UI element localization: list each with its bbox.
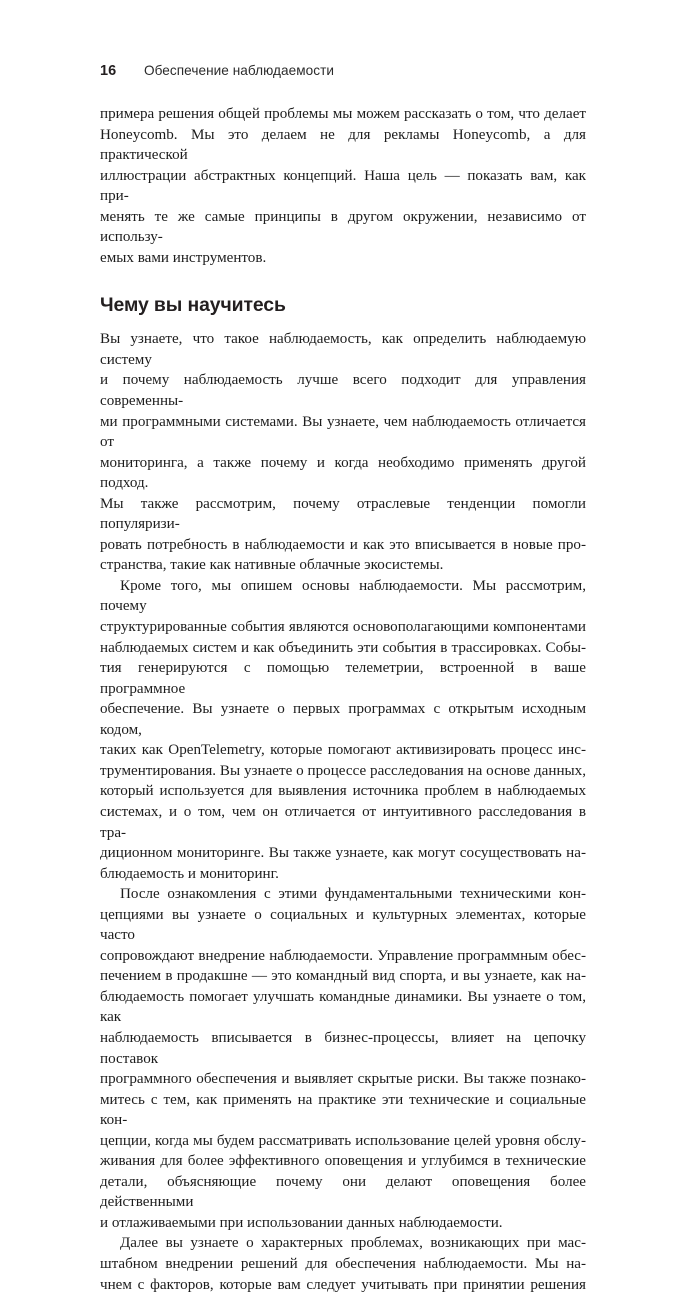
text-column xyxy=(100,104,586,1295)
text-line: сопровождают внедрение наблюдаемости. Управление программным обес- xyxy=(100,947,586,964)
text-line: штабном внедрении решений для обеспечения наблюдаемости. Мы на- xyxy=(100,1255,586,1272)
paragraph-2 xyxy=(100,576,586,884)
text-line: Мы также рассмотрим, почему отраслевые тенденции помогли популяризи- xyxy=(100,495,586,533)
text-line: системах, и о том, чем он отличается от интуитивного расследования в тра- xyxy=(100,803,586,841)
paragraph-4 xyxy=(100,1233,586,1295)
text-line: странства, такие как нативные облачные экосистемы. xyxy=(100,557,444,574)
text-line: емых вами инструментов. xyxy=(100,249,267,266)
text-line: После ознакомления с этими фундаментальными техническими кон- xyxy=(120,886,586,903)
running-head xyxy=(100,63,586,85)
text-line: обеспечение. Вы узнаете о первых программах с открытым исходным кодом, xyxy=(100,701,586,738)
text-line: и почему наблюдаемость лучше всего подходит для управления современны- xyxy=(100,372,586,410)
text-line: блюдаемость помогает улучшать командные динамики. Вы узнаете о том, как xyxy=(100,988,586,1026)
page-number: 16 xyxy=(100,63,117,79)
text-line: Вы узнаете, что такое наблюдаемость, как определить наблюдаемую систему xyxy=(100,331,586,368)
text-line: ми программными системами. Вы узнаете, чем наблюдаемость отличается от xyxy=(100,413,586,451)
text-line: примера решения общей проблемы мы можем рассказать о том, что делает xyxy=(100,106,586,122)
text-line: тия генерируются с помощью телеметрии, встроенной в ваше программное xyxy=(100,660,586,697)
text-line: цепциями вы узнаете о социальных и культурных элементах, которые часто xyxy=(100,906,586,944)
text-line: который используется для выявления источника проблем в наблюдаемых xyxy=(100,783,586,800)
text-line: печением в продакшне — это командный вид спорта, и вы узнаете, как на- xyxy=(100,968,586,985)
text-line: трументирования. Вы узнаете о процессе расследования на основе данных, xyxy=(100,762,586,779)
text-line: Далее вы узнаете о характерных проблемах, возникающих при мас- xyxy=(120,1235,586,1252)
text-line: цепции, когда мы будем рассматривать использование целей уровня обслу- xyxy=(100,1132,586,1149)
text-line: детали, объясняющие почему они делают оповещения более действенными xyxy=(100,1173,586,1211)
text-line: программного обеспечения и выявляет скрытые риски. Вы также познако- xyxy=(100,1071,586,1088)
text-line: ровать потребность в наблюдаемости и как это вписывается в новые про- xyxy=(100,536,586,553)
text-line: наблюдаемых систем и как объединить эти события в трассировках. Собы- xyxy=(100,639,586,656)
text-line: мониторинга, а также почему и когда необходимо применять другой подход. xyxy=(100,454,586,492)
text-line: чнем с факторов, которые вам следует учитывать при принятии решения xyxy=(100,1276,586,1293)
text-line: Honeycomb. Мы это делаем не для рекламы Honeycomb, а для практической xyxy=(100,126,586,164)
text-line: наблюдаемость вписывается в бизнес-процессы, влияет на цепочку поставок xyxy=(100,1029,586,1067)
text-line: и отлаживаемыми при использовании данных наблюдаемости. xyxy=(100,1214,503,1231)
paragraph-1 xyxy=(100,329,586,576)
text-line: Кроме того, мы опишем основы наблюдаемости. Мы рассмотрим, почему xyxy=(100,577,586,615)
text-line: структурированные события являются основополагающими компонентами xyxy=(100,619,586,636)
running-title: Обеспечение наблюдаемости xyxy=(144,63,335,78)
section-heading: Чему вы научитесь xyxy=(100,294,286,317)
text-line: менять те же самые принципы в другом окружении, независимо от использу- xyxy=(100,208,586,246)
paragraph-3 xyxy=(100,884,586,1233)
paragraph-continuation xyxy=(100,104,586,268)
text-line: живания для более эффективного оповещения и углубимся в технические xyxy=(100,1153,586,1170)
text-line: митесь с тем, как применять на практике эти технические и социальные кон- xyxy=(100,1091,586,1129)
text-line: таких как OpenTelemetry, которые помогают активизировать процесс инс- xyxy=(100,742,586,759)
text-line: иллюстрации абстрактных концепций. Наша цель — показать вам, как при- xyxy=(100,167,586,205)
text-line: блюдаемость и мониторинг. xyxy=(100,865,279,882)
text-line: диционном мониторинге. Вы также узнаете, как могут сосуществовать на- xyxy=(100,845,586,862)
